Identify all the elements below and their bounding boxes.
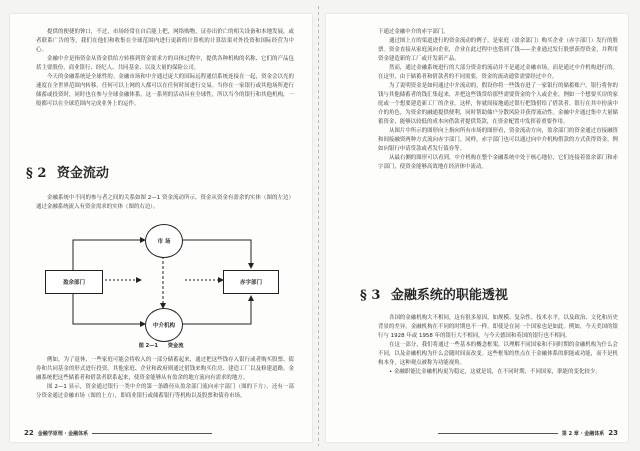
right-top-text	[378, 28, 618, 172]
right-paragraph-9: • 金融职能比金融机构更为稳定，这就是说，在不同时期，不同国家，职能的变化较少。	[389, 369, 601, 375]
left-footer-rule	[92, 433, 212, 434]
left-paragraph-3: 今天的金融系统是全球性的。金融市场和中介通过庞大的国际远程通信系统连接在一起，资金会以光的速度在全世界范围内转移。任何可以上网的人都可以在任何时间进行交易。当你在一家银行或其他场所进行储蓄或投资时，同时也在参与全球金融体系。这一系列的活动具有全球性，所以当今的银行和其他机构，一般都可以在全球范围内完成业务上的运作。	[36, 74, 294, 107]
right-paragraph-5: 从图片中所示的图形向上指向所有市场的图形看，资金流动方向，盈余部门的资金通过直接融资和间接融资两种方式流向赤字部门。同样，赤字部门也可以通过向中介机构借款的方式获得资金，例如向银行申请贷款或者发行债券等。	[378, 128, 618, 152]
arrow-market-to-deficit	[181, 240, 251, 268]
right-paragraph-2: 通过图上方的渠道进行的资金流动的例子，是家庭（盈余部门）购买企业（赤字部门）发行的股票。资金直接从家庭流向企业，企业在此过程中也借到了钱——企业通过发行股票获得资金，并利用资金建造新的工厂或开发新产品。	[378, 38, 618, 62]
arrow-surplus-to-market	[73, 240, 145, 270]
right-page	[326, 14, 628, 442]
left-page	[10, 14, 312, 442]
page-gutter	[318, 6, 319, 446]
right-paragraph-3: 然而，通过金融系统进行的大部分资金的流动并不是通过金融市场，而是通过中介机构进行的。在这里，由于储蓄者和借款者的不同需要，资金的流动通常需要经过中介。	[378, 65, 618, 80]
arrow-intermediary-to-deficit	[181, 296, 251, 324]
left-paragraph-5: 例如，为了退休，一些家庭可能会将收入的一部分储蓄起来，通过把这些钱存入银行或者购买股票、债券和共同基金的形式进行投资。其他家庭、企业和政府则通过借钱来购买住房、建造工厂以及修建道路。金融系统把这些储蓄者和借款者联系起来，使资金能够从有盈余的地方流向有需求的地方。	[36, 357, 294, 381]
right-paragraph-7: 各国的金融机构大不相同，这有很多原因，如规模、复杂性、技术水平，以及政治、文化和历史背景的差异。金融机构在不同的时期也不一样，即使是在同一个国家也是如此。例如，今天美国的银行与 1928 年或 1958 年的银行大不相同，与今天德国和英国的银行也不相同。	[378, 315, 618, 339]
arrow-surplus-to-intermediary	[73, 294, 145, 324]
right-paragraph-6: 从最右侧的图形可以看到，中介机构在整个金融系统中处于核心地位，它们连接着盈余部门和赤字部门，使资金能够高效地在经济体中流动。	[378, 155, 618, 170]
left-running-title: 金融学原理 · 金融体系	[37, 430, 89, 437]
section-2-heading	[26, 162, 109, 181]
section-2-number: § 2	[26, 166, 47, 181]
section-2-title: 资金流动	[56, 166, 109, 181]
left-mid-text	[36, 194, 294, 212]
figure-caption	[10, 342, 312, 349]
right-bottom-text	[378, 314, 618, 377]
right-running-title: 第 2 章 · 金融体系	[561, 430, 605, 437]
figure-number: 图 2—1	[138, 343, 158, 349]
fund-flow-diagram	[45, 220, 277, 342]
right-footer-rule	[438, 433, 558, 434]
left-paragraph-1: 提供的便捷的钟口，不过，市场经常在自后能上把，网络购物，证券出价亡的相关设备和本地发展，或者联系广告的等，我们在他们和收集在全球范围内进行更新的计算机的计算结果对外投资和国际经营为中心。	[36, 29, 294, 53]
section-3-number: § 3	[360, 288, 381, 303]
right-paragraph-8: 在这一部分，我们将通过一些基本的概念框架，以理解不同国家和不同时期的金融机构为什么会不同，以及金融机构为什么会随时间而改变。这些框架的焦点在于金融体系的职能或功能，而不是机构本身，这种观点被称为功能视角。	[378, 342, 618, 366]
deficit-sector-node: 赤字部门	[223, 270, 279, 294]
section-3-heading	[360, 284, 508, 303]
section-3-title: 金融系统的职能透视	[390, 288, 508, 303]
left-footer	[24, 429, 212, 437]
market-node: 市 场	[145, 224, 183, 258]
left-paragraph-2: 金融中介是指资金从资金供给方转移到资金需求方的具体过程中，提供各种机构的名称、它们的产品包括主要股份，商业银行、经纪人、共同基金、以及大量的保险公司。	[36, 56, 294, 71]
left-paragraph-6: 图 2—1 显示，资金通过银行一类中介的第一条路径从盈余部门流向赤字部门（图的下方），还有一部分资金通过金融市场（图的上方），即商业银行或储蓄银行等机构以及股票和债券市场。	[36, 384, 294, 399]
right-page-number: 23	[608, 429, 618, 437]
left-page-number: 22	[24, 429, 34, 437]
intermediary-node: 中介机构	[145, 308, 183, 342]
figure-title: 资金流	[167, 343, 184, 349]
left-bottom-text	[36, 356, 294, 401]
right-paragraph-4: 为了说明资金是如何通过中介流动的，假设你将一些钱存进了一家银行的储蓄账户。银行将你的钱与其他储蓄者的钱汇集起来，并把这些钱贷给那些需要资金的个人或企业，例如一个想要买房的家庭或一个想要建造新工厂的企业。这样，你就间接地通过银行把钱借给了借款者。银行在其中扮演中介的角色，为资金的融通提供便利，同时帮助储户分散风险并获得流动性。金融中介通过集中大量储蓄资金，能够以较低的成本向借款者提供贷款，在资金配置中发挥着重要作用。	[378, 83, 618, 125]
left-paragraph-4: 金融系统中不同的参与者之间的关系如图 2—1 资金流动所示。资金从资金有盈余的实体（图的左边）通过金融系统流入有资金需求的实体（图的右边）。	[36, 195, 294, 210]
left-top-text	[36, 28, 294, 109]
surplus-sector-node: 盈余部门	[45, 270, 103, 294]
right-footer	[438, 429, 618, 437]
right-paragraph-1: 下通过金融中介的赤字部门。	[378, 29, 449, 35]
